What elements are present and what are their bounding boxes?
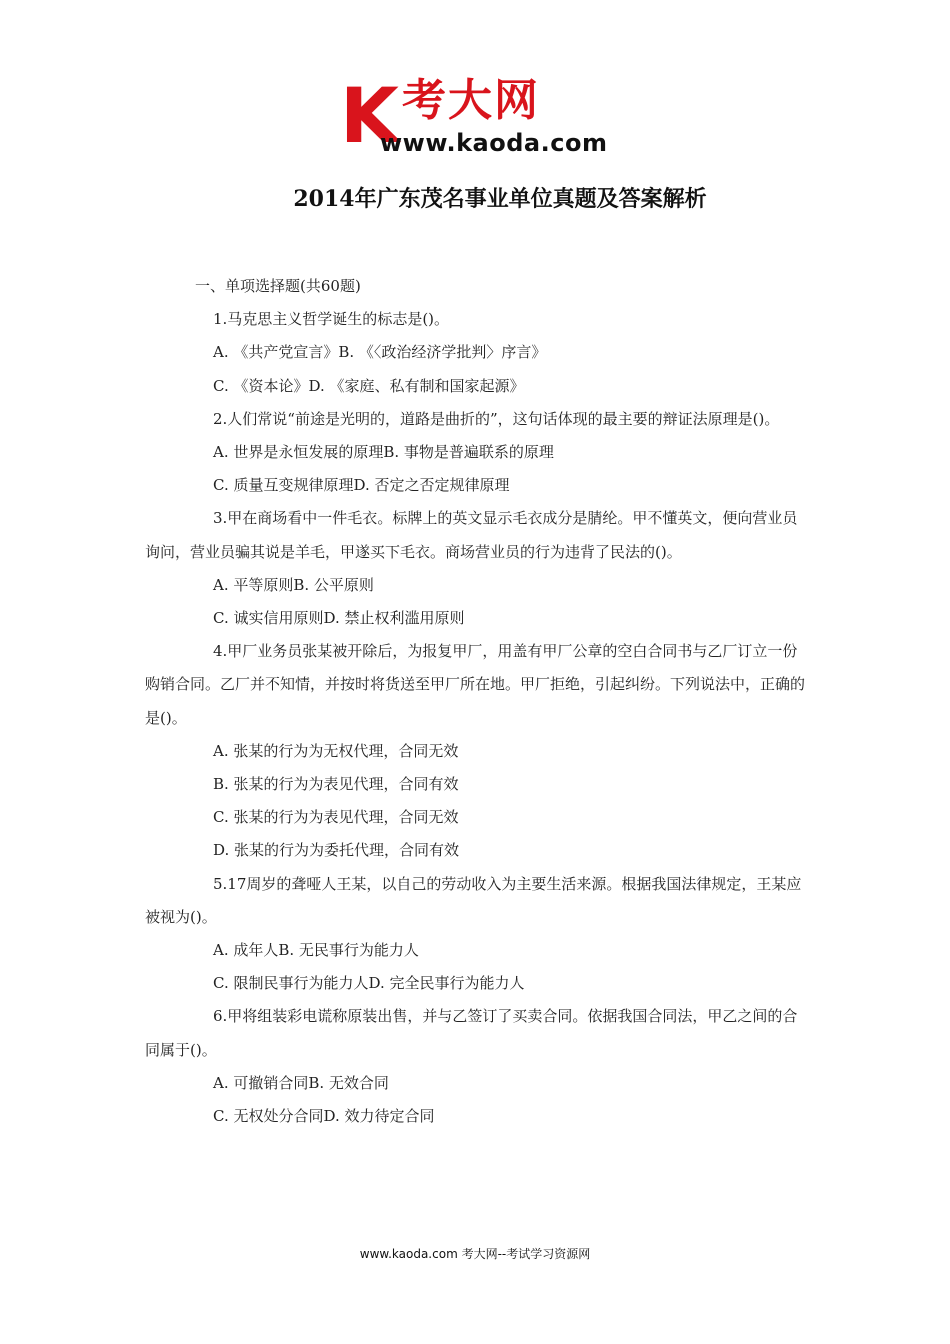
question-2: 2.人们常说“前途是光明的，道路是曲折的”，这句话体现的最主要的辩证法原理是()。 — [213, 409, 780, 428]
site-logo — [340, 72, 660, 162]
options-5-ab: A. 成年人B. 无民事行为能力人 — [213, 941, 419, 960]
question-6: 6.甲将组装彩电谎称原装出售，并与乙签订了买卖合同。依据我国合同法，甲乙之间的合同属于()。 — [145, 1007, 798, 1059]
logo-url: www.kaoda.com — [380, 129, 608, 157]
logo-name: 考大网 — [402, 75, 540, 126]
options-3-ab: A. 平等原则B. 公平原则 — [213, 575, 374, 594]
section-heading: 一、单项选择题(共60题) — [195, 277, 361, 295]
option-4-c: C. 张某的行为为表见代理，合同无效 — [213, 808, 459, 827]
question-5: 5.17周岁的聋哑人王某，以自己的劳动收入为主要生活来源。根据我国法律规定，王某应被视为()。 — [145, 874, 802, 926]
option-4-d: D. 张某的行为为委托代理，合同有效 — [213, 841, 460, 860]
document-title: 2014年广东茂名事业单位真题及答案解析 — [293, 186, 707, 212]
option-4-b: B. 张某的行为为表见代理，合同有效 — [213, 775, 459, 794]
question-3: 3.甲在商场看中一件毛衣。标牌上的英文显示毛衣成分是腈纶。甲不懂英文，便向营业员询问，营业员骗其说是羊毛，甲遂买下毛衣。商场营业员的行为违背了民法的()。 — [145, 509, 798, 561]
question-4: 4.甲厂业务员张某被开除后，为报复甲厂，用盖有甲厂公章的空白合同书与乙厂订立一份购销合同。乙厂并不知情，并按时将货送至甲厂所在地。甲厂拒绝，引起纠纷。下列说法中，正确的是()。 — [145, 642, 806, 727]
logo-k-mark: K — [340, 71, 395, 160]
question-1: 1.马克思主义哲学诞生的标志是()。 — [213, 310, 450, 329]
options-6-cd: C. 无权处分合同D. 效力待定合同 — [213, 1107, 435, 1126]
options-1-cd: C. 《资本论》D. 《家庭、私有制和国家起源》 — [213, 376, 525, 395]
page-footer: www.kaoda.com 考大网--考试学习资源网 — [359, 1247, 591, 1261]
options-1-ab: A. 《共产党宣言》B. 《〈政治经济学批判〉序言》 — [213, 343, 547, 362]
option-4-a: A. 张某的行为为无权代理，合同无效 — [213, 741, 459, 760]
options-3-cd: C. 诚实信用原则D. 禁止权利滥用原则 — [213, 609, 465, 628]
options-6-ab: A. 可撤销合同B. 无效合同 — [213, 1073, 389, 1092]
options-2-ab: A. 世界是永恒发展的原理B. 事物是普遍联系的原理 — [213, 443, 554, 462]
options-5-cd: C. 限制民事行为能力人D. 完全民事行为能力人 — [213, 974, 525, 993]
options-2-cd: C. 质量互变规律原理D. 否定之否定规律原理 — [213, 476, 510, 495]
document-body — [145, 270, 809, 1133]
